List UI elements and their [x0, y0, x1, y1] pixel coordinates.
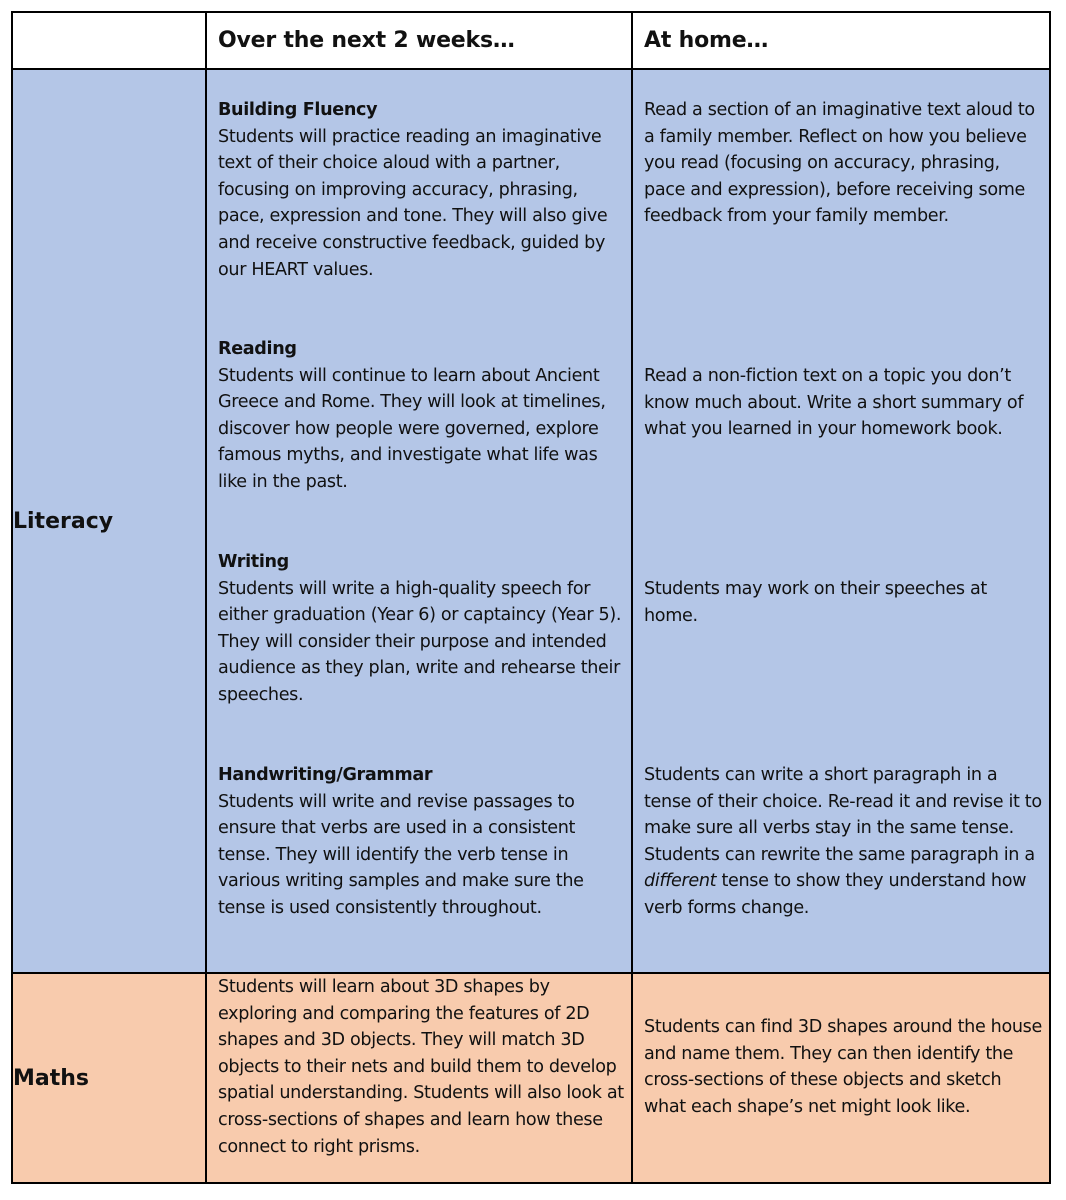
home-text-2-pre: Students can rewrite the same paragraph in a: [644, 844, 1035, 865]
home-text-2: [644, 842, 1043, 922]
maths-home-text: Students can find 3D shapes around the house and name them. They can then identify the cross-sections of these objects and sketch what each shape’s net might look like.: [644, 1017, 1042, 1117]
maths-subject-cell: [12, 973, 206, 1183]
section-class-text: Students will write and revise passages to ensure that verbs are used in a consistent tense. They will identify the verb tense in various writing samples and make sure the tense is used consistently throughout.: [218, 791, 584, 918]
header-row: [12, 12, 1050, 69]
maths-subject-label: Maths: [13, 1065, 90, 1091]
section-class-text: Students will write a high-quality speech for either graduation (Year 6) or captaincy (Year 5). They will consider their purpose and intended audience as they plan, write and rehearse their speeches.: [218, 578, 622, 705]
home-text: Read a non-fiction text on a topic you don’t know much about. Write a short summary of what you learned in your homework book.: [644, 366, 1024, 440]
section-title: Handwriting/Grammar: [218, 765, 433, 785]
section-title: Writing: [218, 552, 289, 572]
header-empty-cell: [12, 12, 206, 69]
section-class-text: Students will continue to learn about Ancient Greece and Rome. They will look at timelines, discover how people were governed, explore famous myths, and investigate what life was like in the past.: [218, 365, 606, 492]
literacy-row: [12, 69, 1050, 973]
header-at-home: At home…: [644, 28, 769, 53]
home-text: Students may work on their speeches at home.: [644, 579, 987, 626]
maths-row: [12, 973, 1050, 1183]
maths-home-cell: [632, 973, 1050, 1183]
literacy-subject-cell: [12, 69, 206, 973]
section-title: Reading: [218, 339, 297, 359]
section-building-fluency: [218, 97, 625, 283]
home-reading: [644, 363, 1043, 443]
home-text: Read a section of an imaginative text aloud to a family member. Reflect on how you believe you read (focusing on accuracy, phrasing, pace and expression), before receiving some feedback from your family member.: [644, 100, 1035, 227]
header-cell-next-weeks: [206, 12, 632, 69]
section-title: Building Fluency: [218, 100, 378, 120]
literacy-subject-label: Literacy: [13, 508, 114, 534]
literacy-class-cell: [206, 69, 632, 973]
home-building-fluency: [644, 97, 1043, 230]
section-reading: [218, 336, 625, 496]
maths-class-cell: [206, 973, 632, 1183]
section-writing: [218, 549, 625, 709]
home-writing: [644, 576, 1043, 629]
header-cell-at-home: [632, 12, 1050, 69]
home-handwriting-grammar: [644, 762, 1043, 922]
home-text-1: Students can write a short paragraph in a tense of their choice. Re-read it and revise it to make sure all verbs stay in the same tense.: [644, 765, 1042, 839]
header-next-weeks: Over the next 2 weeks…: [218, 28, 515, 53]
maths-class-text: Students will learn about 3D shapes by exploring and comparing the features of 2D shapes and 3D objects. They will match 3D objects to their nets and build them to develop spatial understanding. Students will also look at cross-sections of shapes and learn how these connect to right prisms.: [218, 977, 624, 1157]
home-text-2-post: tense to show they understand how verb forms change.: [644, 871, 1027, 918]
homework-grid-table: [11, 11, 1051, 1184]
home-text-2-emphasis: different: [644, 871, 717, 892]
section-handwriting-grammar: [218, 762, 625, 922]
section-class-text: Students will practice reading an imaginative text of their choice aloud with a partner, focusing on improving accuracy, phrasing, pace, expression and tone. They will also give and receive constructive feedback, guided by our HEART values.: [218, 126, 608, 280]
literacy-home-cell: [632, 69, 1050, 973]
